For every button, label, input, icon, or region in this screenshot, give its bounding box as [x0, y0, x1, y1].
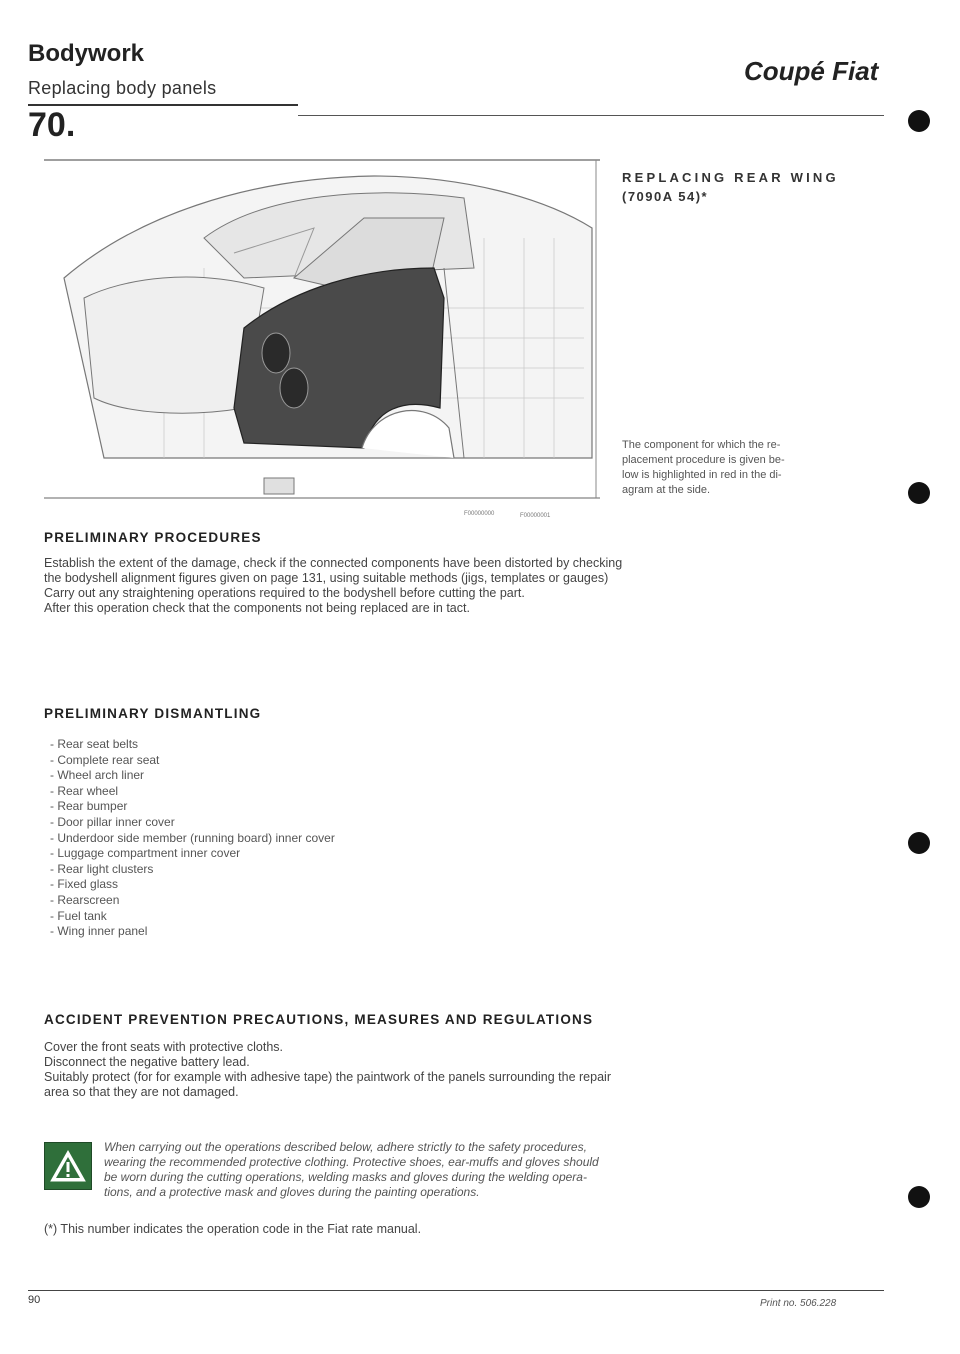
caption-line: The component for which the re-: [622, 439, 781, 451]
list-item: - Fixed glass: [50, 877, 335, 893]
dismantling-list: [50, 737, 335, 940]
para-line: After this operation check that the components not being replaced are in tact.: [44, 601, 470, 615]
subsection-title: Replacing body panels: [28, 78, 217, 98]
warning-line: wearing the recommended protective clothing. Protective shoes, ear-muffs and gloves should: [104, 1155, 599, 1169]
footnote: (*) This number indicates the operation code in the Fiat rate manual.: [44, 1222, 422, 1236]
list-item: - Wheel arch liner: [50, 768, 335, 784]
preliminary-procedures-text: [44, 556, 894, 616]
list-item: - Rear light clusters: [50, 862, 335, 878]
section-title: Bodywork: [28, 40, 145, 67]
figure-ref-code: F00000000: [464, 511, 495, 517]
list-item: - Rear wheel: [50, 784, 335, 800]
binding-hole: [908, 482, 930, 504]
para-line: Suitably protect (for for example with adhesive tape) the paintwork of the panels surrounding the repair: [44, 1070, 611, 1084]
warning-line: be worn during the cutting operations, welding masks and gloves during the welding opera-: [104, 1170, 587, 1184]
footer-print-number: Print no. 506.228: [760, 1298, 837, 1309]
figure-title-line2: (7090A 54)*: [622, 189, 709, 204]
accident-prevention-heading: ACCIDENT PREVENTION PRECAUTIONS, MEASURES AND REGULATIONS: [44, 1012, 594, 1027]
warning-text: [104, 1140, 894, 1200]
warning-icon: [44, 1142, 92, 1190]
preliminary-procedures-heading: PRELIMINARY PROCEDURES: [44, 530, 262, 545]
hazard-triangle-icon: [45, 1143, 91, 1189]
header-rule-right: [298, 115, 884, 116]
list-item: - Luggage compartment inner cover: [50, 846, 335, 862]
brand-title: Coupé Fiat: [744, 56, 879, 86]
caption-line: placement procedure is given be-: [622, 454, 785, 466]
list-item: - Rearscreen: [50, 893, 335, 909]
preliminary-dismantling-heading: PRELIMINARY DISMANTLING: [44, 706, 262, 721]
warning-line: tions, and a protective mask and gloves during the painting operations.: [104, 1185, 480, 1199]
page-number: 70.: [28, 106, 76, 144]
list-item: - Rear bumper: [50, 799, 335, 815]
figure-caption: [622, 438, 872, 498]
car-diagram: [44, 158, 600, 508]
para-line: Establish the extent of the damage, check if the connected components have been distorted by checking: [44, 556, 623, 570]
figure-title-line: [622, 168, 878, 187]
binding-hole: [908, 110, 930, 132]
figure-title-line1: REPLACING REAR WING: [622, 170, 839, 185]
footer-rule: [28, 1290, 884, 1291]
list-item: - Underdoor side member (running board) inner cover: [50, 831, 335, 847]
figure-title: [622, 168, 878, 206]
accident-prevention-text: [44, 1040, 894, 1100]
para-line: Carry out any straightening operations required to the bodyshell before cutting the part.: [44, 586, 525, 600]
list-item: - Door pillar inner cover: [50, 815, 335, 831]
binding-hole: [908, 832, 930, 854]
para-line: the bodyshell alignment figures given on page 131, using suitable methods (jigs, templates or gauges): [44, 571, 609, 585]
list-item: - Wing inner panel: [50, 924, 335, 940]
binding-hole: [908, 1186, 930, 1208]
para-line: area so that they are not damaged.: [44, 1085, 239, 1099]
para-line: Disconnect the negative battery lead.: [44, 1055, 250, 1069]
rear-wing-illustration: [44, 158, 600, 508]
list-item: - Rear seat belts: [50, 737, 335, 753]
caption-line: low is highlighted in red in the di-: [622, 469, 782, 481]
warning-line: When carrying out the operations described below, adhere strictly to the safety procedures,: [104, 1140, 587, 1154]
list-item: - Fuel tank: [50, 909, 335, 925]
caption-line: agram at the side.: [622, 484, 711, 496]
figure-ref-code: F00000001: [520, 513, 551, 519]
para-line: Cover the front seats with protective cloths.: [44, 1040, 283, 1054]
list-item: - Complete rear seat: [50, 753, 335, 769]
footer-page-number: 90: [28, 1294, 41, 1306]
